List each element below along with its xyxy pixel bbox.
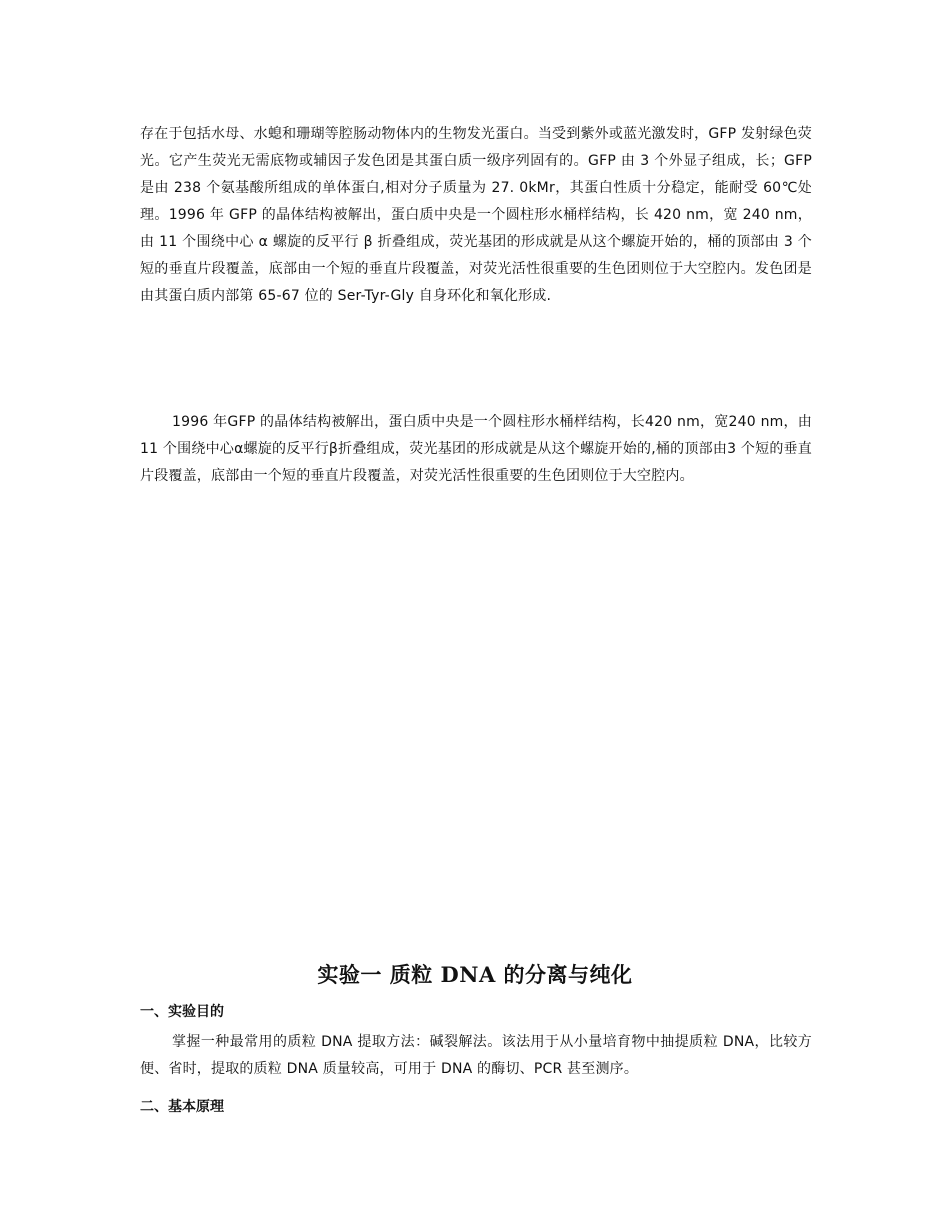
section-purpose-text: 掌握一种最常用的质粒 DNA 提取方法：碱裂解法。该法用于从小量培育物中抽提质粒 DNA，比较方便、省时，提取的质粒 DNA 质量较高，可用于 DNA 的酶切、PCR 甚至测序。 <box>140 1034 812 1077</box>
section-heading-purpose: 一、实验目的 <box>140 1004 224 1020</box>
experiment-title: 实验一 质粒 DNA 的分离与纯化 <box>317 962 633 987</box>
gfp-structure-paragraph: 1996 年GFP 的晶体结构被解出，蛋白质中央是一个圆柱形水桶样结构，长420 nm，宽240 nm，由11 个围绕中心α螺旋的反平行β折叠组成，荧光基团的形成就是从这个螺旋开始的,桶的顶部由3 个短的垂直片段覆盖，底部由一个短的垂直片段覆盖，对荧光活性很重要的生色团则位于大空腔内。 <box>140 414 812 484</box>
gfp-description-paragraph: 存在于包括水母、水螅和珊瑚等腔肠动物体内的生物发光蛋白。当受到紫外或蓝光激发时，GFP 发射绿色荧光。它产生荧光无需底物或辅因子发色团是其蛋白质一级序列固有的。GFP 由 3 个外显子组成，长；GFP 是由 238 个氨基酸所组成的单体蛋白,相对分子质量为 27. 0kMr，其蛋白性质十分稳定，能耐受 60℃处理。1996 年 GFP 的晶体结构被解出，蛋白质中央是一个圆柱形水桶样结构，长 420 nm，宽 240 nm，由 11 个围绕中心 α 螺旋的反平行 β 折叠组成，荧光基团的形成就是从这个螺旋开始的，桶的顶部由 3 个短的垂直片段覆盖，底部由一个短的垂直片段覆盖，对荧光活性很重要的生色团则位于大空腔内。发色团是由其蛋白质内部第 65-67 位的 Ser-Tyr-Gly 自身环化和氧化形成. <box>140 126 812 304</box>
section-heading-principle: 二、基本原理 <box>140 1099 224 1115</box>
